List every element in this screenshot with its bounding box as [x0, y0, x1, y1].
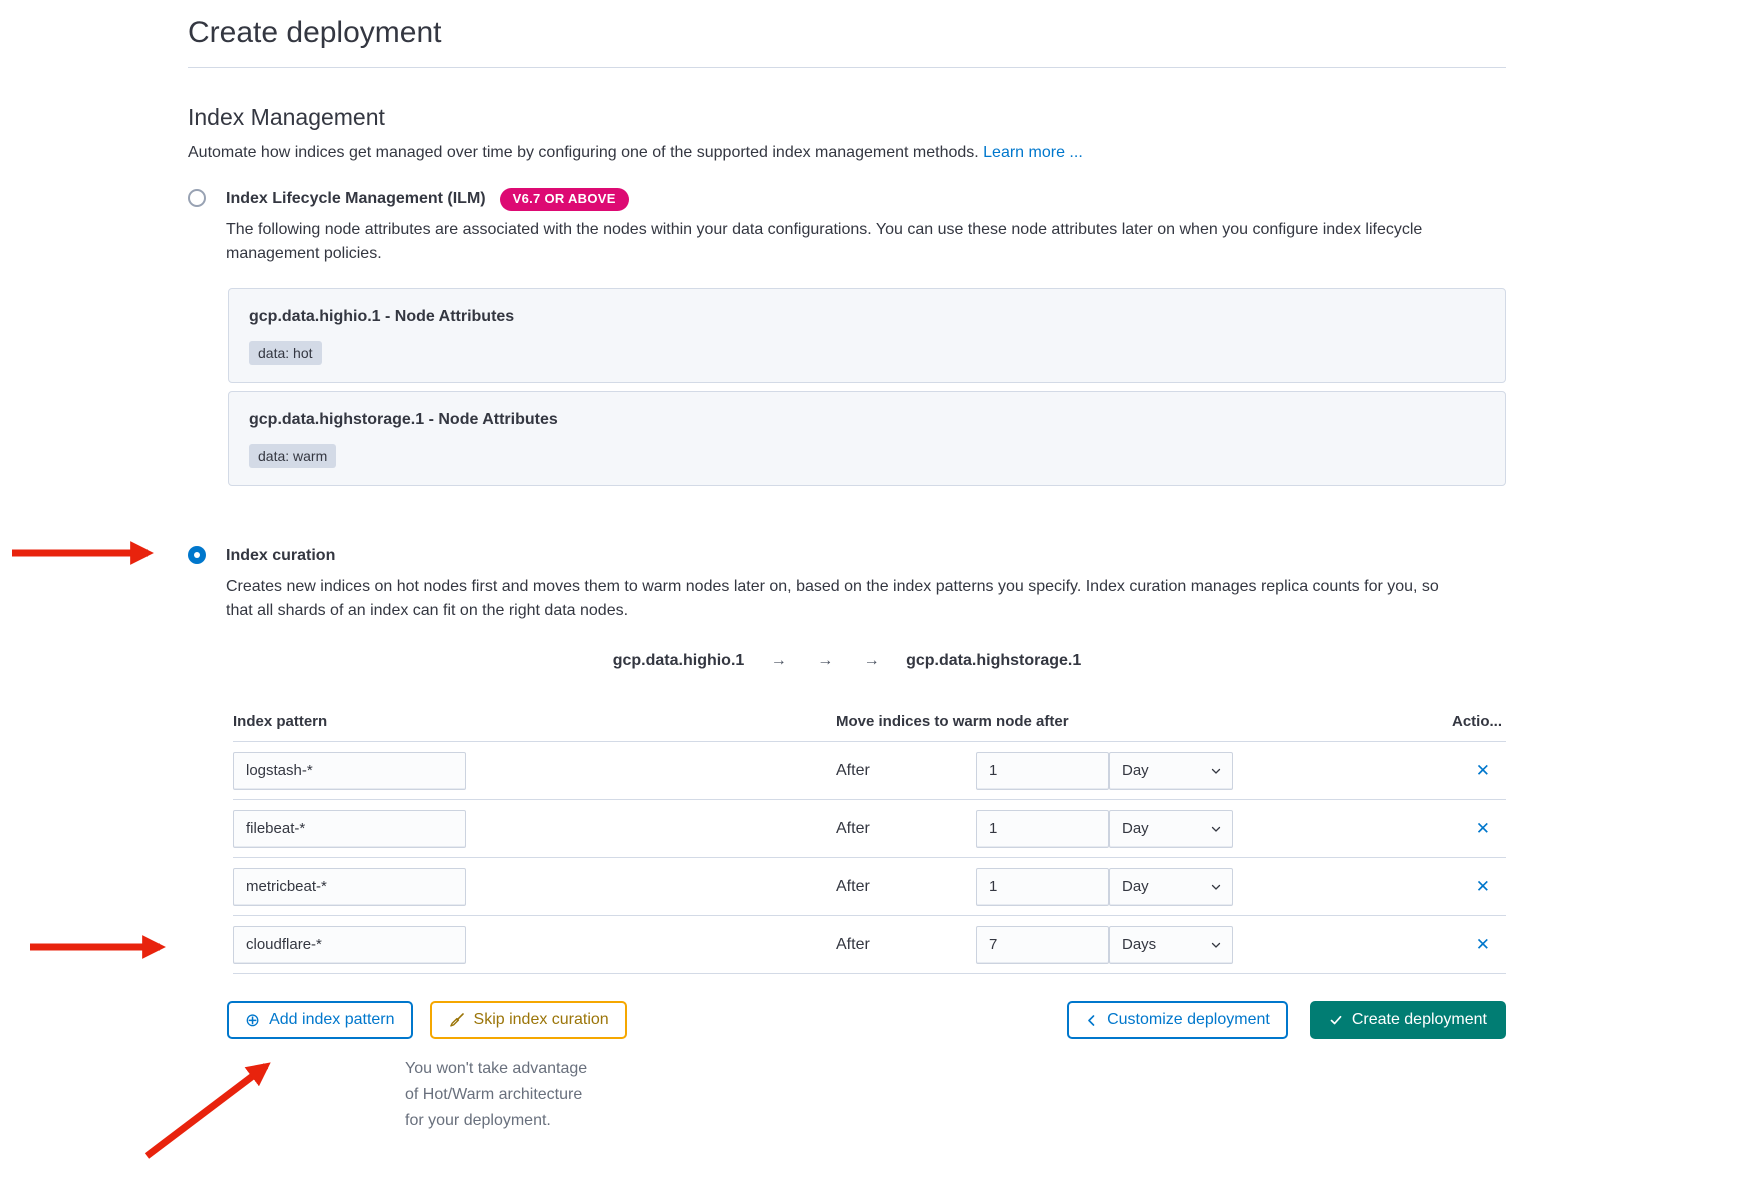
- broom-icon: [448, 1012, 465, 1029]
- curation-flow: [188, 649, 1506, 673]
- flow-target-node: gcp.data.highstorage.1: [906, 652, 1082, 669]
- table-row: [233, 916, 1506, 974]
- unit-select[interactable]: [1109, 926, 1233, 964]
- option-index-curation: [188, 544, 1506, 623]
- index-management-description: [188, 141, 1506, 165]
- actions-bar: [227, 1001, 1506, 1039]
- header-index-pattern: Index pattern: [233, 713, 328, 730]
- close-icon: ✕: [1475, 877, 1490, 896]
- index-pattern-input[interactable]: [233, 810, 466, 848]
- table-header-row: [233, 697, 1506, 742]
- deployment-actions: [1067, 1001, 1506, 1039]
- chevron-down-icon: [1210, 823, 1222, 835]
- customize-deployment-button[interactable]: [1067, 1001, 1288, 1039]
- remove-row-button[interactable]: [1472, 760, 1494, 781]
- skip-index-curation-label: Skip index curation: [473, 1011, 609, 1028]
- intro-text: Automate how indices get managed over time by configuring one of the supported index management methods.: [188, 144, 979, 161]
- customize-deployment-label: Customize deployment: [1107, 1011, 1270, 1028]
- remove-row-button[interactable]: [1472, 876, 1494, 897]
- skip-curation-warning: You won't take advantage of Hot/Warm architecture for your deployment.: [405, 1060, 588, 1129]
- page-title: Create deployment: [188, 16, 442, 49]
- remove-row-button[interactable]: [1472, 934, 1494, 955]
- flow-source-node: gcp.data.highio.1: [612, 652, 745, 669]
- main-content: [188, 0, 1506, 1134]
- radio-index-curation[interactable]: [188, 546, 206, 564]
- close-icon: ✕: [1475, 761, 1490, 780]
- add-index-pattern-button[interactable]: [227, 1001, 413, 1039]
- title-divider: [188, 67, 1506, 68]
- unit-select-value: Day: [1122, 762, 1149, 779]
- panel-title: gcp.data.highio.1 - Node Attributes: [249, 308, 515, 325]
- arrow-right-icon: →: [817, 652, 834, 669]
- option-ilm: [188, 187, 1506, 486]
- create-deployment-label: Create deployment: [1351, 1011, 1487, 1028]
- table-row: [233, 858, 1506, 916]
- plus-circle-icon: ⊕: [245, 1010, 261, 1030]
- create-deployment-button[interactable]: [1310, 1001, 1506, 1039]
- unit-select-value: Day: [1122, 878, 1149, 895]
- option-ilm-label: Index Lifecycle Management (ILM): [226, 190, 486, 207]
- unit-select-value: Days: [1122, 936, 1157, 953]
- node-attribute-badge: data: warm: [249, 444, 336, 468]
- after-value-input[interactable]: [976, 810, 1109, 848]
- radio-ilm[interactable]: [188, 189, 206, 207]
- chevron-down-icon: [1210, 881, 1222, 893]
- after-label: After: [836, 761, 870, 779]
- option-ilm-body: [226, 187, 1506, 486]
- header-move-indices: Move indices to warm node after: [836, 713, 1069, 730]
- option-curation-description: Creates new indices on hot nodes first and moves them to warm nodes later on, based on the index patterns you specify. Index curation manages replica counts for you, so that all shards of an index can fit on the right data nodes.: [226, 578, 1439, 619]
- unit-select[interactable]: [1109, 868, 1233, 906]
- chevron-left-icon: [1085, 1014, 1098, 1027]
- index-pattern-input[interactable]: [233, 752, 466, 790]
- index-pattern-table: [233, 697, 1506, 974]
- node-attribute-badge: data: hot: [249, 341, 322, 365]
- after-label: After: [836, 935, 870, 953]
- unit-select[interactable]: [1109, 810, 1233, 848]
- unit-select[interactable]: [1109, 752, 1233, 790]
- after-value-input[interactable]: [976, 752, 1109, 790]
- header-actions: Actio...: [1451, 713, 1502, 730]
- node-attributes-panel-highio: [228, 288, 1506, 383]
- panel-title: gcp.data.highstorage.1 - Node Attributes: [249, 411, 558, 428]
- close-icon: ✕: [1475, 935, 1490, 954]
- index-pattern-input[interactable]: [233, 926, 466, 964]
- version-badge: V6.7 OR ABOVE: [500, 188, 629, 211]
- index-pattern-input[interactable]: [233, 868, 466, 906]
- add-index-pattern-label: Add index pattern: [269, 1011, 395, 1028]
- arrow-right-icon: →: [863, 652, 880, 669]
- index-management-heading: Index Management: [188, 104, 385, 130]
- option-curation-label: Index curation: [226, 547, 336, 564]
- arrow-right-icon: →: [770, 652, 787, 669]
- node-attributes-panel-highstorage: [228, 391, 1506, 486]
- after-value-input[interactable]: [976, 868, 1109, 906]
- after-value-input[interactable]: [976, 926, 1109, 964]
- option-curation-body: [226, 544, 1506, 623]
- after-label: After: [836, 877, 870, 895]
- option-ilm-label-row: [226, 187, 1506, 211]
- remove-row-button[interactable]: [1472, 818, 1494, 839]
- node-attribute-panels: [226, 288, 1506, 486]
- option-curation-label-row: [226, 544, 1506, 568]
- check-icon: [1329, 1013, 1343, 1027]
- chevron-down-icon: [1210, 765, 1222, 777]
- learn-more-link[interactable]: Learn more ...: [983, 144, 1083, 161]
- option-ilm-description: The following node attributes are associated with the nodes within your data configurations. You can use these node attributes later on when you configure index lifecycle management policies.: [226, 221, 1423, 262]
- unit-select-value: Day: [1122, 820, 1149, 837]
- chevron-down-icon: [1210, 939, 1222, 951]
- close-icon: ✕: [1475, 819, 1490, 838]
- table-row: [233, 742, 1506, 800]
- after-label: After: [836, 819, 870, 837]
- table-row: [233, 800, 1506, 858]
- skip-index-curation-button[interactable]: [430, 1001, 627, 1039]
